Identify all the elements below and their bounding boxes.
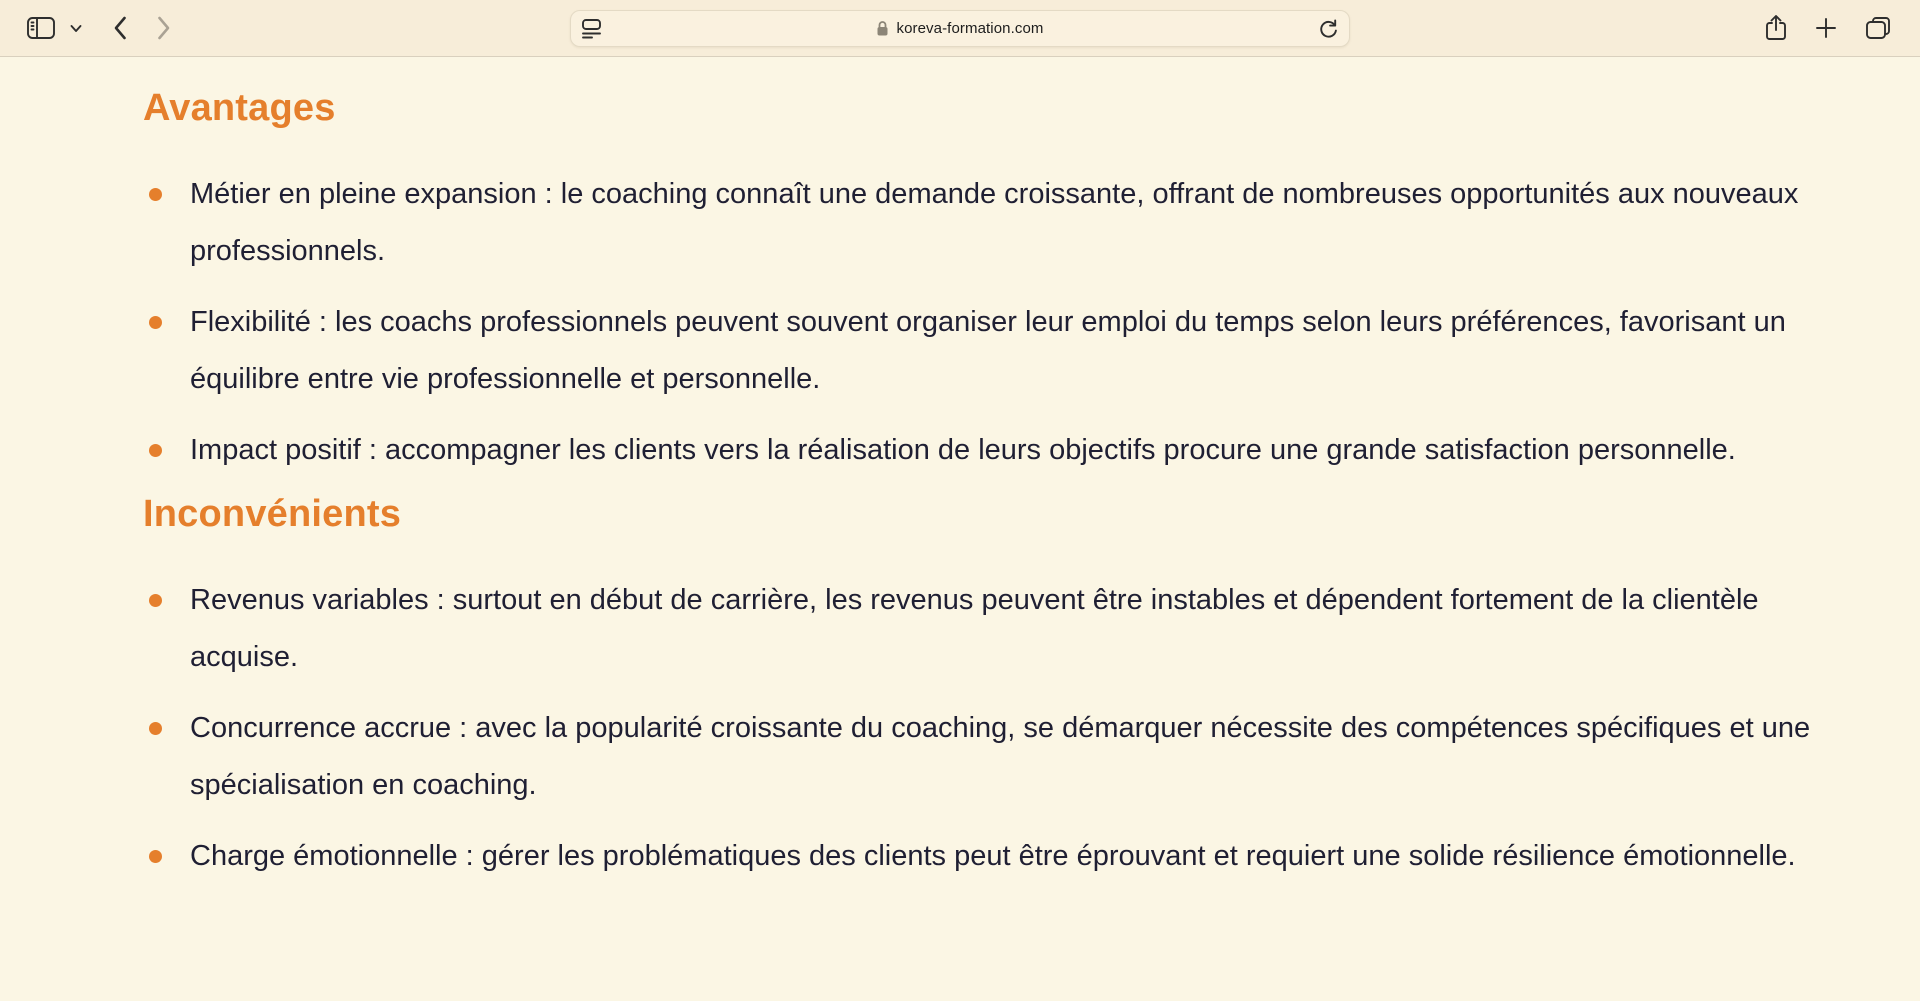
share-button[interactable] [1764, 14, 1788, 42]
list-item [143, 166, 1833, 280]
list-item-text: Métier en pleine expansion : le coaching connaît une demande croissante, offrant de nombreuses opportunités aux nouveaux professionnels. [190, 178, 1799, 267]
lock-icon [876, 20, 889, 37]
reload-icon [1318, 18, 1339, 40]
list-item [143, 700, 1833, 814]
new-tab-icon [1814, 16, 1838, 40]
list-item-text: Flexibilité : les coachs professionnels peuvent souvent organiser leur emploi du temps selon leurs préférences, favorisant un équilibre entre vie professionnelle et personnelle. [190, 306, 1786, 395]
url-text: koreva-formation.com [896, 20, 1044, 37]
list-item [143, 572, 1833, 686]
reader-view-button[interactable] [581, 17, 602, 40]
tab-overview-button[interactable] [1864, 15, 1892, 41]
share-icon [1764, 14, 1788, 42]
list-item-text: Concurrence accrue : avec la popularité croissante du coaching, se démarquer nécessite des compétences spécifiques et une spécialisation en coaching. [190, 712, 1811, 801]
address-bar[interactable] [570, 10, 1350, 47]
back-icon [112, 15, 128, 41]
forward-button[interactable] [156, 15, 172, 41]
list-item [143, 828, 1833, 885]
tab-overview-icon [1864, 15, 1892, 41]
avantages-list [143, 166, 1860, 479]
list-item [143, 422, 1833, 479]
browser-toolbar [0, 0, 1920, 57]
inconvenients-list [143, 572, 1860, 885]
sidebar-menu-button[interactable] [70, 24, 82, 33]
section-heading-avantages: Avantages [143, 87, 336, 129]
chevron-down-icon [70, 24, 82, 33]
reload-button[interactable] [1318, 18, 1339, 40]
section-heading-inconvenients: Inconvénients [143, 493, 402, 535]
sidebar-toggle-icon [26, 15, 56, 41]
back-button[interactable] [112, 15, 128, 41]
list-item-text: Charge émotionnelle : gérer les problématiques des clients peut être éprouvant et requiert une solide résilience émotionnelle. [190, 840, 1796, 872]
new-tab-button[interactable] [1814, 16, 1838, 40]
reader-view-icon [581, 17, 602, 40]
sidebar-toggle-button[interactable] [26, 15, 56, 41]
page-content [0, 57, 1920, 1000]
forward-icon [156, 15, 172, 41]
list-item [143, 294, 1833, 408]
list-item-text: Revenus variables : surtout en début de carrière, les revenus peuvent être instables et dépendent fortement de la clientèle acquise. [190, 584, 1759, 673]
list-item-text: Impact positif : accompagner les clients vers la réalisation de leurs objectifs procure une grande satisfaction personnelle. [190, 434, 1736, 466]
